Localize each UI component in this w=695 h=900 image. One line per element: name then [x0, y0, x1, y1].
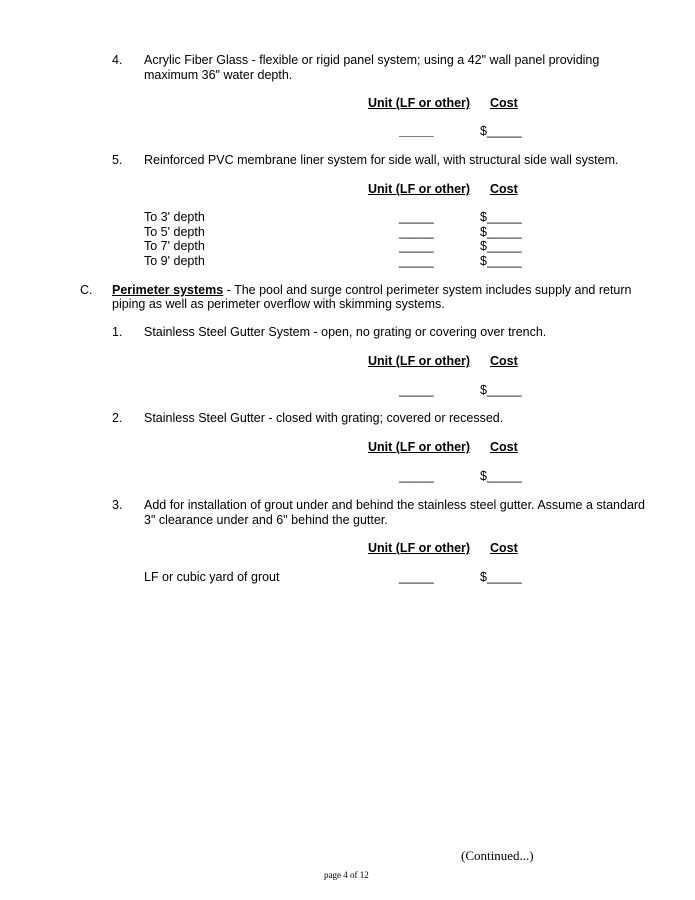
section-c-text-line2: piping as well as perimeter overflow with skimming systems.	[112, 297, 445, 311]
c2-text: Stainless Steel Gutter - closed with grating; covered or recessed.	[144, 411, 504, 425]
item5-row-label: To 9' depth	[144, 254, 205, 268]
item5-row-unit[interactable]: _____	[399, 239, 434, 253]
item5-row-cost[interactable]: $_____	[480, 254, 522, 268]
section-c-letter: C.	[80, 283, 93, 297]
c2-cost-header: Cost	[490, 440, 518, 454]
c2-number: 2.	[112, 411, 123, 425]
item5-row-unit[interactable]: _____	[399, 225, 434, 239]
continued-note: (Continued...)	[461, 848, 534, 863]
item5-row-label: To 3' depth	[144, 210, 205, 224]
c3-row-label: LF or cubic yard of grout	[144, 570, 280, 584]
item5-row-cost[interactable]: $_____	[480, 225, 522, 239]
c2-unit-blank[interactable]: _____	[399, 469, 434, 483]
c3-unit-blank[interactable]: _____	[399, 570, 434, 584]
c3-text-line1: Add for installation of grout under and behind the stainless steel gutter. Assume a standard	[144, 498, 646, 512]
item4-unit-blank[interactable]: _____	[399, 124, 434, 138]
c1-unit-header: Unit (LF or other)	[368, 354, 471, 368]
c1-cost-header: Cost	[490, 354, 518, 368]
c3-number: 3.	[112, 498, 123, 512]
c2-cost-blank[interactable]: $_____	[480, 469, 522, 483]
c3-unit-header: Unit (LF or other)	[368, 541, 471, 555]
item4-text-line1: Acrylic Fiber Glass - flexible or rigid panel system; using a 42" wall panel providing	[144, 53, 600, 67]
c3-cost-blank[interactable]: $_____	[480, 570, 522, 584]
item5-row-cost[interactable]: $_____	[480, 239, 522, 253]
item5-row-label: To 5' depth	[144, 225, 205, 239]
c1-text: Stainless Steel Gutter System - open, no grating or covering over trench.	[144, 325, 547, 339]
section-c-title: Perimeter systems	[112, 283, 224, 297]
c3-text-line2: 3" clearance under and 6" behind the gutter.	[144, 513, 388, 527]
section-c-heading-line	[112, 283, 632, 298]
item4-cost-header: Cost	[490, 96, 518, 110]
item4-cost-blank[interactable]: $_____	[480, 124, 522, 138]
item5-row-cost[interactable]: $_____	[480, 210, 522, 224]
item5-row-label: To 7' depth	[144, 239, 205, 253]
item4-number: 4.	[112, 53, 123, 67]
page-number: page 4 of 12	[324, 870, 369, 880]
item5-row-unit[interactable]: _____	[399, 254, 434, 268]
c1-number: 1.	[112, 325, 123, 339]
item4-unit-header: Unit (LF or other)	[368, 96, 471, 110]
section-c-text-line1: - The pool and surge control perimeter system includes supply and return	[223, 283, 632, 297]
item5-row-unit[interactable]: _____	[399, 210, 434, 224]
c2-unit-header: Unit (LF or other)	[368, 440, 471, 454]
item5-unit-header: Unit (LF or other)	[368, 182, 471, 196]
item5-cost-header: Cost	[490, 182, 518, 196]
c3-cost-header: Cost	[490, 541, 518, 555]
c1-cost-blank[interactable]: $_____	[480, 383, 522, 397]
c1-unit-blank[interactable]: _____	[399, 383, 434, 397]
item5-text: Reinforced PVC membrane liner system for side wall, with structural side wall system.	[144, 153, 619, 167]
item4-text-line2: maximum 36" water depth.	[144, 68, 293, 82]
item5-number: 5.	[112, 153, 123, 167]
